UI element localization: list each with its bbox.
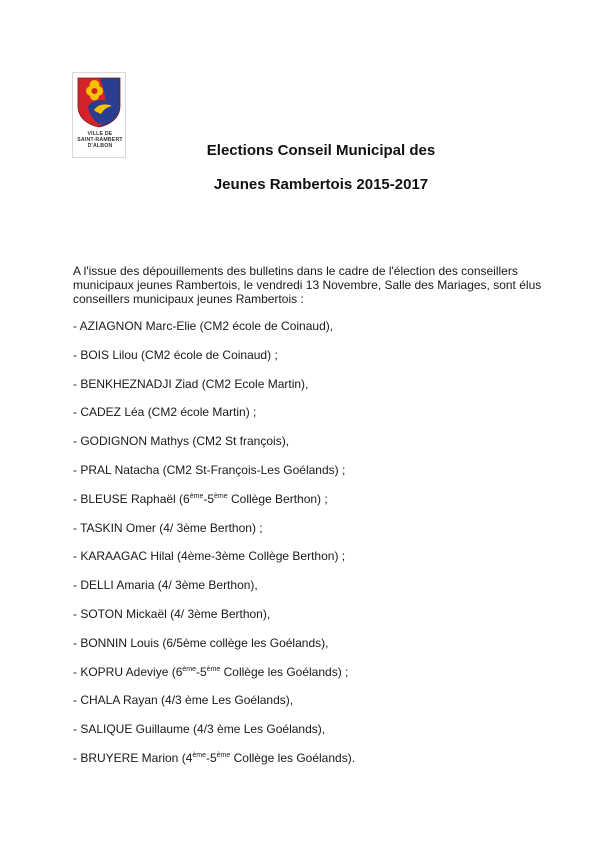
- list-item: - BONNIN Louis (6/5ème collège les Goélands),: [73, 635, 329, 650]
- list-item: - SALIQUE Guillaume (4/3 ème Les Goélands),: [73, 722, 326, 737]
- logo-text-line1: VILLE DE: [87, 131, 113, 137]
- page-title-line1: Elections Conseil Municipal des: [206, 142, 436, 159]
- list-item: - KARAAGAC Hilal (4ème-3ème Collège Berthon) ;: [73, 549, 346, 564]
- list-item: - BRUYERE Marion (4ème-5ème Collège les Goélands).: [73, 750, 356, 765]
- list-item: - TASKIN Omer (4/ 3ème Berthon) ;: [73, 520, 263, 535]
- list-item: - SOTON Mickaël (4/ 3ème Berthon),: [73, 606, 271, 621]
- elected-members-list: [73, 319, 355, 780]
- list-item: - AZIAGNON Marc-Elie (CM2 école de Coinaud),: [73, 319, 334, 333]
- list-item: - GODIGNON Mathys (CM2 St françois),: [73, 434, 290, 449]
- page-title-line2: Jeunes Rambertois 2015-2017: [213, 176, 429, 193]
- list-item: - KOPRU Adeviye (6ème-5ème Collège les Goélands) ;: [73, 664, 349, 679]
- logo-text-line3: D'ALBON: [87, 143, 113, 149]
- list-item: - BENKHEZNADJI Ziad (CM2 Ecole Martin),: [73, 376, 309, 391]
- list-item: - CHALA Rayan (4/3 ème Les Goélands),: [73, 693, 294, 708]
- list-item: - BOIS Lilou (CM2 école de Coinaud) ;: [73, 347, 278, 362]
- list-item: - DELLI Amaria (4/ 3ème Berthon),: [73, 578, 258, 593]
- list-item: - PRAL Natacha (CM2 St-François-Les Goélands) ;: [73, 462, 346, 477]
- list-item: - CADEZ Léa (CM2 école Martin) ;: [73, 405, 257, 420]
- list-item: - BLEUSE Raphaël (6ème-5ème Collège Berthon) ;: [73, 491, 328, 506]
- intro-paragraph: A l'issue des dépouillements des bulletins dans le cadre de l'élection des conseillers municipaux jeunes Rambertois, le vendredi 13 Novembre, Salle des Mariages, sont élus conseillers municipaux jeunes Rambertois :: [73, 264, 542, 306]
- coat-of-arms-icon: [76, 76, 122, 128]
- logo-text-line2: SAINT-RAMBERT: [77, 137, 123, 143]
